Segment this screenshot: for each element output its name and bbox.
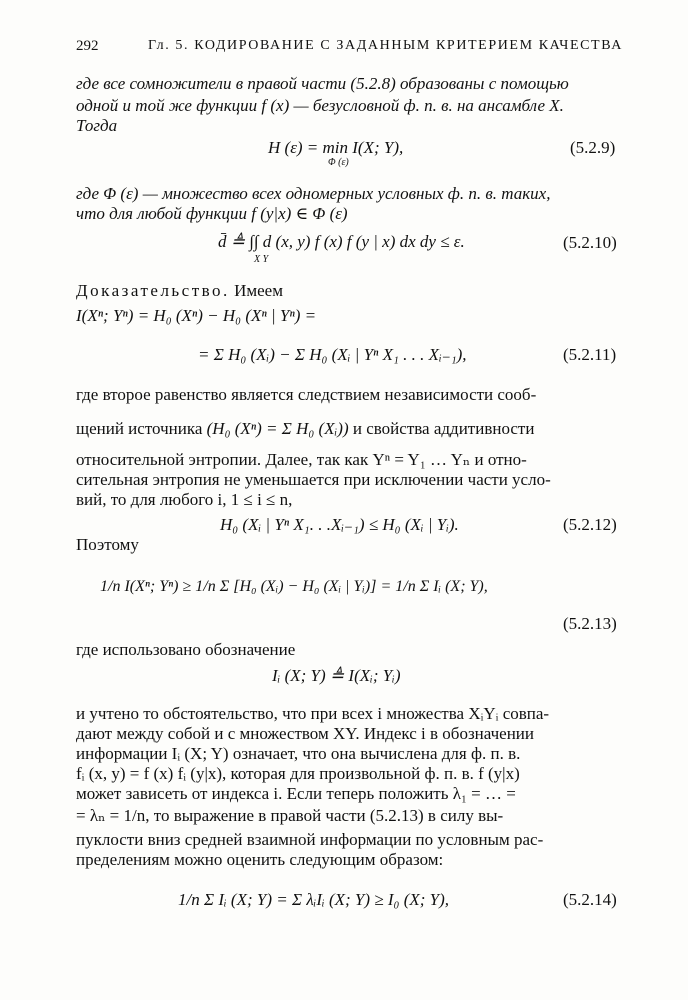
paragraph-line: и учтено то обстоятельство, что при всех i множества XᵢYᵢ совпа-	[76, 704, 550, 723]
paragraph-line: что для любой функции f (y|x) ∈ Φ (ε)	[76, 204, 348, 223]
text-fragment: и свойства аддитивности	[352, 419, 535, 438]
running-title: Гл. 5. КОДИРОВАНИЕ С ЗАДАННЫМ КРИТЕРИЕМ КАЧЕСТВА	[148, 38, 623, 53]
paragraph-line: где использовано обозначение	[76, 640, 296, 659]
paragraph-line: где все сомножители в правой части (5.2.8) образованы с помощью	[76, 74, 569, 93]
equation-number: (5.2.13)	[563, 614, 617, 633]
paragraph-line: Поэтому	[76, 535, 139, 554]
equation-subscript: X Y	[254, 254, 269, 265]
paragraph-line: пределениям можно оценить следующим образом:	[76, 850, 444, 869]
paragraph-line: где второе равенство является следствием независимости сооб-	[76, 385, 537, 404]
paragraph-line: = λₙ = 1/n, то выражение в правой части (5.2.13) в силу вы-	[76, 806, 504, 825]
equation-5-2-9: H (ε) = min I(X; Y),	[268, 138, 404, 157]
proof-word: Доказательство.	[76, 281, 230, 300]
equation-5-2-12: H₀ (Xᵢ | Yⁿ X₁. . .Xᵢ₋₁) ≤ H₀ (Xᵢ | Yᵢ).	[220, 515, 459, 534]
inline-formula: (H₀ (Xⁿ) = Σ H₀ (Xᵢ))	[206, 419, 349, 438]
paragraph-line: где Φ (ε) — множество всех одномерных условных ф. п. в. таких,	[76, 184, 551, 203]
proof-heading	[76, 281, 283, 301]
paragraph-line: вий, то для любого i, 1 ≤ i ≤ n,	[76, 490, 293, 509]
paragraph-line: относительной энтропии. Далее, так как Yⁿ = Y₁ … Yₙ и отно-	[76, 450, 527, 469]
paragraph-line: информации Iᵢ (X; Y) означает, что она вычислена для ф. п. в.	[76, 744, 521, 763]
equation-5-2-10: d̄ ≜ ∫∫ d (x, y) f (x) f (y | x) dx dy ≤ ε.	[218, 232, 465, 251]
equation-5-2-14: 1/n Σ Iᵢ (X; Y) = Σ λᵢIᵢ (X; Y) ≥ I₀ (X; Y),	[178, 890, 450, 909]
equation-number: (5.2.9)	[570, 138, 616, 157]
paragraph-line: Тогда	[76, 116, 118, 135]
proof-rest: Имеем	[234, 281, 283, 300]
text-fragment: щений источника	[76, 419, 203, 438]
equation-5-2-13: 1/n I(Xⁿ; Yⁿ) ≥ 1/n Σ [H₀ (Xᵢ) − H₀ (Xᵢ | Yᵢ)] = 1/n Σ Iᵢ (X; Y),	[100, 578, 488, 595]
equation-5-2-11-line2: = Σ H₀ (Xᵢ) − Σ H₀ (Xᵢ | Yⁿ X₁ . . . Xᵢ₋₁),	[198, 345, 467, 364]
notation-equation: Iᵢ (X; Y) ≜ I(Xᵢ; Yᵢ)	[272, 666, 401, 685]
equation-number: (5.2.14)	[563, 890, 617, 909]
equation-5-2-11-line1: I(Xⁿ; Yⁿ) = H₀ (Xⁿ) − H₀ (Xⁿ | Yⁿ) =	[76, 306, 317, 325]
equation-number: (5.2.10)	[563, 233, 617, 252]
equation-number: (5.2.12)	[563, 515, 617, 534]
equation-number: (5.2.11)	[563, 345, 617, 364]
paragraph-line: пуклости вниз средней взаимной информации по условным рас-	[76, 830, 544, 849]
paragraph-line: fᵢ (x, y) = f (x) fᵢ (y|x), которая для произвольной ф. п. в. f (y|x)	[76, 764, 520, 783]
paragraph-line: сительная энтропия не уменьшается при исключении части усло-	[76, 470, 551, 489]
paragraph-line: дают между собой и с множеством XY. Индекс i в обозначении	[76, 724, 535, 743]
paragraph-line	[76, 419, 534, 439]
page-number: 292	[76, 38, 99, 54]
equation-subscript: Φ (ε)	[328, 157, 349, 168]
paragraph-line: может зависеть от индекса i. Если теперь положить λ₁ = … =	[76, 784, 516, 803]
paragraph-line: одной и той же функции f (x) — безусловной ф. п. в. на ансамбле X.	[76, 96, 564, 115]
